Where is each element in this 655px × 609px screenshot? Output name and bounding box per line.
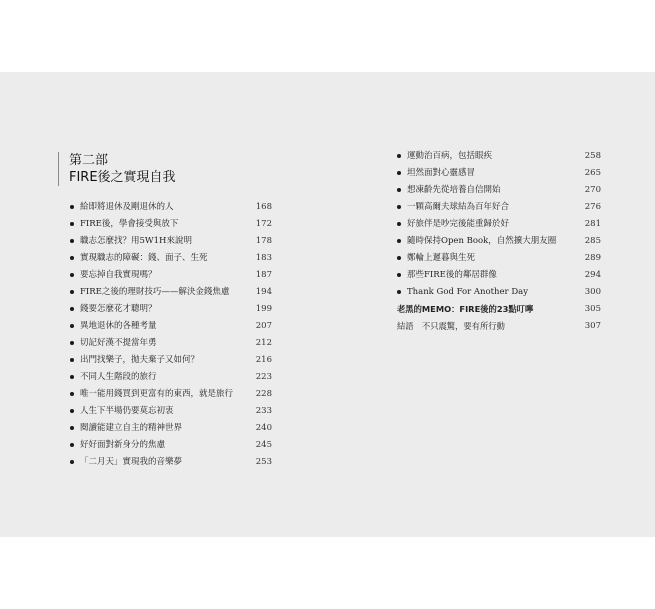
toc-entry — [70, 386, 272, 403]
toc-epilogue-entry — [397, 318, 601, 335]
bullet-icon — [70, 205, 74, 209]
bullet-icon — [70, 375, 74, 379]
toc-entry — [70, 199, 272, 216]
toc-memo-entry — [397, 301, 601, 318]
toc-entry — [397, 165, 601, 182]
toc-entry — [70, 454, 272, 471]
toc-entry-title: 給即將退休及剛退休的人 — [80, 202, 174, 212]
bullet-icon — [70, 307, 74, 311]
toc-entry — [397, 267, 601, 284]
bullet-icon — [70, 426, 74, 430]
toc-right-column — [397, 148, 601, 335]
toc-entry — [70, 437, 272, 454]
toc-entry-page: 183 — [255, 253, 272, 263]
toc-entry — [70, 284, 272, 301]
toc-entry-page: 172 — [255, 219, 272, 229]
toc-entry-page: 199 — [255, 304, 272, 314]
toc-entry-title: 好好面對新身分的焦慮 — [80, 440, 166, 450]
toc-entry-page: 233 — [255, 406, 272, 416]
bullet-icon — [397, 290, 401, 294]
toc-entry-page: 265 — [584, 168, 601, 178]
bullet-icon — [397, 222, 401, 226]
bullet-icon — [70, 341, 74, 345]
toc-entry-title: 坦然面對心靈感冒 — [407, 168, 476, 178]
part-label: 第二部 — [69, 153, 109, 168]
toc-entry — [70, 301, 272, 318]
toc-entry — [70, 250, 272, 267]
toc-entry-page: 245 — [255, 440, 272, 450]
toc-entry-title: 結語 不只震驚，要有所行動 — [397, 321, 505, 331]
toc-entry-title: 要忘掉自我實現嗎？ — [80, 270, 157, 280]
toc-entry-page: 240 — [255, 423, 272, 433]
bullet-icon — [70, 239, 74, 243]
toc-entry — [397, 182, 601, 199]
toc-entry — [70, 403, 272, 420]
toc-entry-page: 305 — [584, 304, 601, 314]
toc-entry-title: FIRE之後的理財技巧——解決金錢焦慮 — [80, 287, 230, 297]
toc-entry — [70, 318, 272, 335]
toc-entry-title: 好旅伴是吵完後能重歸於好 — [407, 219, 510, 229]
bullet-icon — [70, 222, 74, 226]
toc-entry — [70, 216, 272, 233]
toc-entry — [397, 284, 601, 301]
toc-entry-title: 切記好漢不提當年勇 — [80, 338, 157, 348]
toc-entry — [397, 233, 601, 250]
toc-entry — [397, 199, 601, 216]
toc-entry — [397, 250, 601, 267]
toc-entry-page: 194 — [255, 287, 272, 297]
toc-entry-title: FIRE後，學會接受與放下 — [80, 219, 179, 229]
bullet-icon — [70, 256, 74, 260]
bullet-icon — [70, 460, 74, 464]
toc-entry — [397, 216, 601, 233]
toc-entry-title: Thank God For Another Day — [407, 287, 529, 297]
toc-entry-page: 276 — [584, 202, 601, 212]
toc-entry — [70, 420, 272, 437]
toc-entry — [70, 335, 272, 352]
toc-entry-title: 異地退休的各種考量 — [80, 321, 157, 331]
bullet-icon — [397, 171, 401, 175]
toc-entry-page: 228 — [255, 389, 272, 399]
toc-entry-page: 178 — [255, 236, 272, 246]
toc-entry-title: 想凍齡先從培養自信開始 — [407, 185, 501, 195]
bullet-icon — [70, 324, 74, 328]
toc-entry-title: 運動治百病，包括眼疾 — [407, 151, 493, 161]
toc-entry-title: 鄭輪上遲暮與生死 — [407, 253, 476, 263]
bullet-icon — [70, 358, 74, 362]
toc-entry-title: 老黑的MEMO：FIRE後的23點叮嚀 — [397, 304, 534, 314]
bullet-icon — [397, 273, 401, 277]
toc-entry-title: 閱讀能建立自主的精神世界 — [80, 423, 183, 433]
toc-entry-page: 216 — [255, 355, 272, 365]
toc-entry-title: 「二月天」實現我的音樂夢 — [80, 457, 183, 467]
toc-entry-page: 212 — [255, 338, 272, 348]
toc-entry-page: 307 — [584, 321, 601, 331]
toc-entry-title: 一顆高爾夫球結為百年好合 — [407, 202, 510, 212]
toc-entry-page: 187 — [255, 270, 272, 280]
bullet-icon — [70, 409, 74, 413]
toc-entry-page: 207 — [255, 321, 272, 331]
toc-entry-title: 人生下半場仍要莫忘初衷 — [80, 406, 174, 416]
toc-entry-title: 錢要怎麼花才聰明？ — [80, 304, 157, 314]
toc-entry-title: 出門找樂子，拋夫棄子又如何？ — [80, 355, 200, 365]
toc-entry-title: 不同人生階段的旅行 — [80, 372, 157, 382]
toc-left-column — [70, 199, 272, 471]
toc-entry — [70, 267, 272, 284]
toc-entry-page: 168 — [255, 202, 272, 212]
toc-entry-page: 253 — [255, 457, 272, 467]
bullet-icon — [70, 273, 74, 277]
bullet-icon — [397, 205, 401, 209]
bullet-icon — [70, 443, 74, 447]
toc-entry-title: 職志怎麼找？用5W1H來說明 — [80, 236, 192, 246]
toc-entry-page: 281 — [584, 219, 601, 229]
toc-entry-page: 270 — [584, 185, 601, 195]
toc-entry-page: 300 — [584, 287, 601, 297]
toc-entry-page: 258 — [584, 151, 601, 161]
toc-entry-page: 223 — [255, 372, 272, 382]
toc-entry-title: 唯一能用錢買到更富有的東西，就是旅行 — [80, 389, 234, 399]
toc-entry-page: 289 — [584, 253, 601, 263]
toc-entry-title: 隨時保持Open Book，自然擴大朋友圈 — [407, 236, 557, 246]
part-title: FIRE後之實現自我 — [69, 170, 176, 185]
toc-entry — [70, 233, 272, 250]
toc-entry-title: 實現職志的障礙：錢、面子、生死 — [80, 253, 208, 263]
toc-entry-title: 那些FIRE後的鄰居群像 — [407, 270, 497, 280]
toc-entry — [397, 148, 601, 165]
toc-entry — [70, 369, 272, 386]
part-heading — [58, 152, 176, 186]
bullet-icon — [397, 256, 401, 260]
bullet-icon — [70, 392, 74, 396]
bullet-icon — [397, 154, 401, 158]
bullet-icon — [397, 239, 401, 243]
bullet-icon — [70, 290, 74, 294]
toc-entry — [70, 352, 272, 369]
toc-entry-page: 294 — [584, 270, 601, 280]
toc-entry-page: 285 — [584, 236, 601, 246]
bullet-icon — [397, 188, 401, 192]
